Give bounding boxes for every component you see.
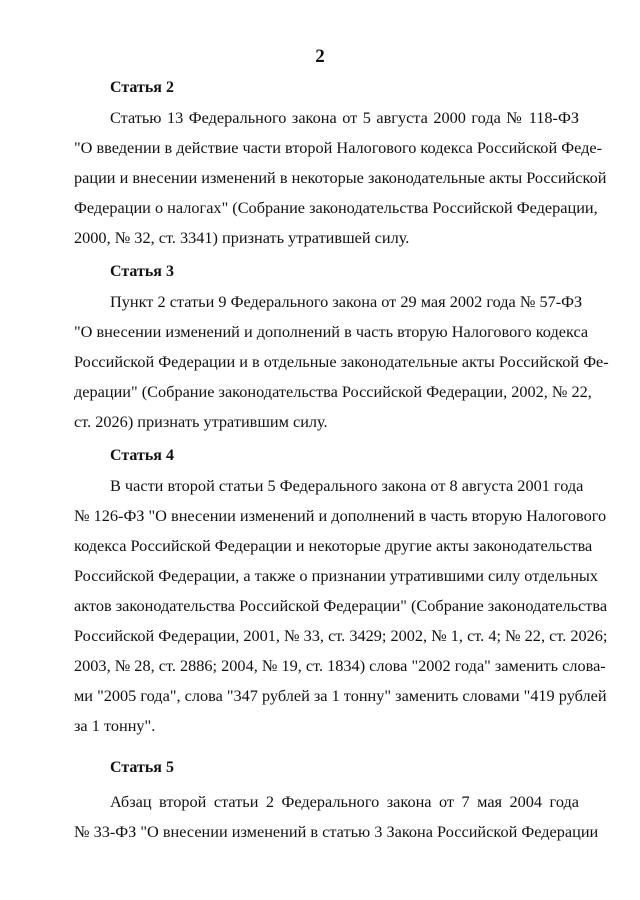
article-4-line: № 126-ФЗ "О внесении изменений и дополнений в часть вторую Налогового (74, 506, 607, 525)
article-4-line: Российской Федерации, а также о признании утратившими силу отдельных (74, 566, 598, 585)
article-4-line: за 1 тонну". (74, 716, 156, 735)
article-4-line: ми "2005 года", слова "347 рублей за 1 тонну" заменить словами "419 рублей (74, 686, 607, 705)
page-number: 2 (315, 46, 325, 67)
article-4-line: 2003, № 28, ст. 2886; 2004, № 19, ст. 1834) слова "2002 года" заменить слова- (74, 656, 606, 675)
article-4-line: Российской Федерации, 2001, № 33, ст. 3429; 2002, № 1, ст. 4; № 22, ст. 2026; (74, 626, 608, 645)
article-3-line: дерации" (Собрание законодательства Российской Федерации, 2002, № 22, (74, 382, 592, 401)
article-3-line: Пункт 2 статьи 9 Федерального закона от 29 мая 2002 года № 57-ФЗ (110, 292, 583, 311)
article-4-line: В части второй статьи 5 Федерального закона от 8 августа 2001 года (110, 476, 584, 495)
article-3-line: "О внесении изменений и дополнений в часть вторую Налогового кодекса (74, 322, 589, 341)
article-3-line: ст. 2026) признать утратившим силу. (74, 412, 328, 431)
article-2-line: 2000, № 32, ст. 3341) признать утратившей силу. (74, 228, 410, 247)
article-5-line: Абзац второй статьи 2 Федерального закона от 7 мая 2004 года (110, 792, 579, 811)
article-2-heading: Статья 2 (110, 79, 174, 96)
article-3-line: Российской Федерации и в отдельные законодательные акты Российской Фе- (74, 352, 609, 371)
article-3-heading: Статья 3 (110, 263, 174, 280)
article-4-heading: Статья 4 (110, 447, 174, 464)
article-2-line: "О введении в действие части второй Налогового кодекса Российской Феде- (74, 138, 603, 157)
article-2-line: рации и внесении изменений в некоторые законодательные акты Российской (74, 168, 607, 187)
article-2-line: Федерации о налогах" (Собрание законодательства Российской Федерации, (74, 198, 598, 217)
article-5-line: № 33-ФЗ "О внесении изменений в статью 3 Закона Российской Федерации (74, 822, 599, 841)
article-5-heading: Статья 5 (110, 759, 174, 776)
article-4-line: актов законодательства Российской Федерации" (Собрание законодательства (74, 596, 608, 615)
article-4-line: кодекса Российской Федерации и некоторые другие акты законодательства (74, 536, 593, 555)
article-2-line: Статью 13 Федерального закона от 5 августа 2000 года № 118-ФЗ (110, 108, 579, 127)
